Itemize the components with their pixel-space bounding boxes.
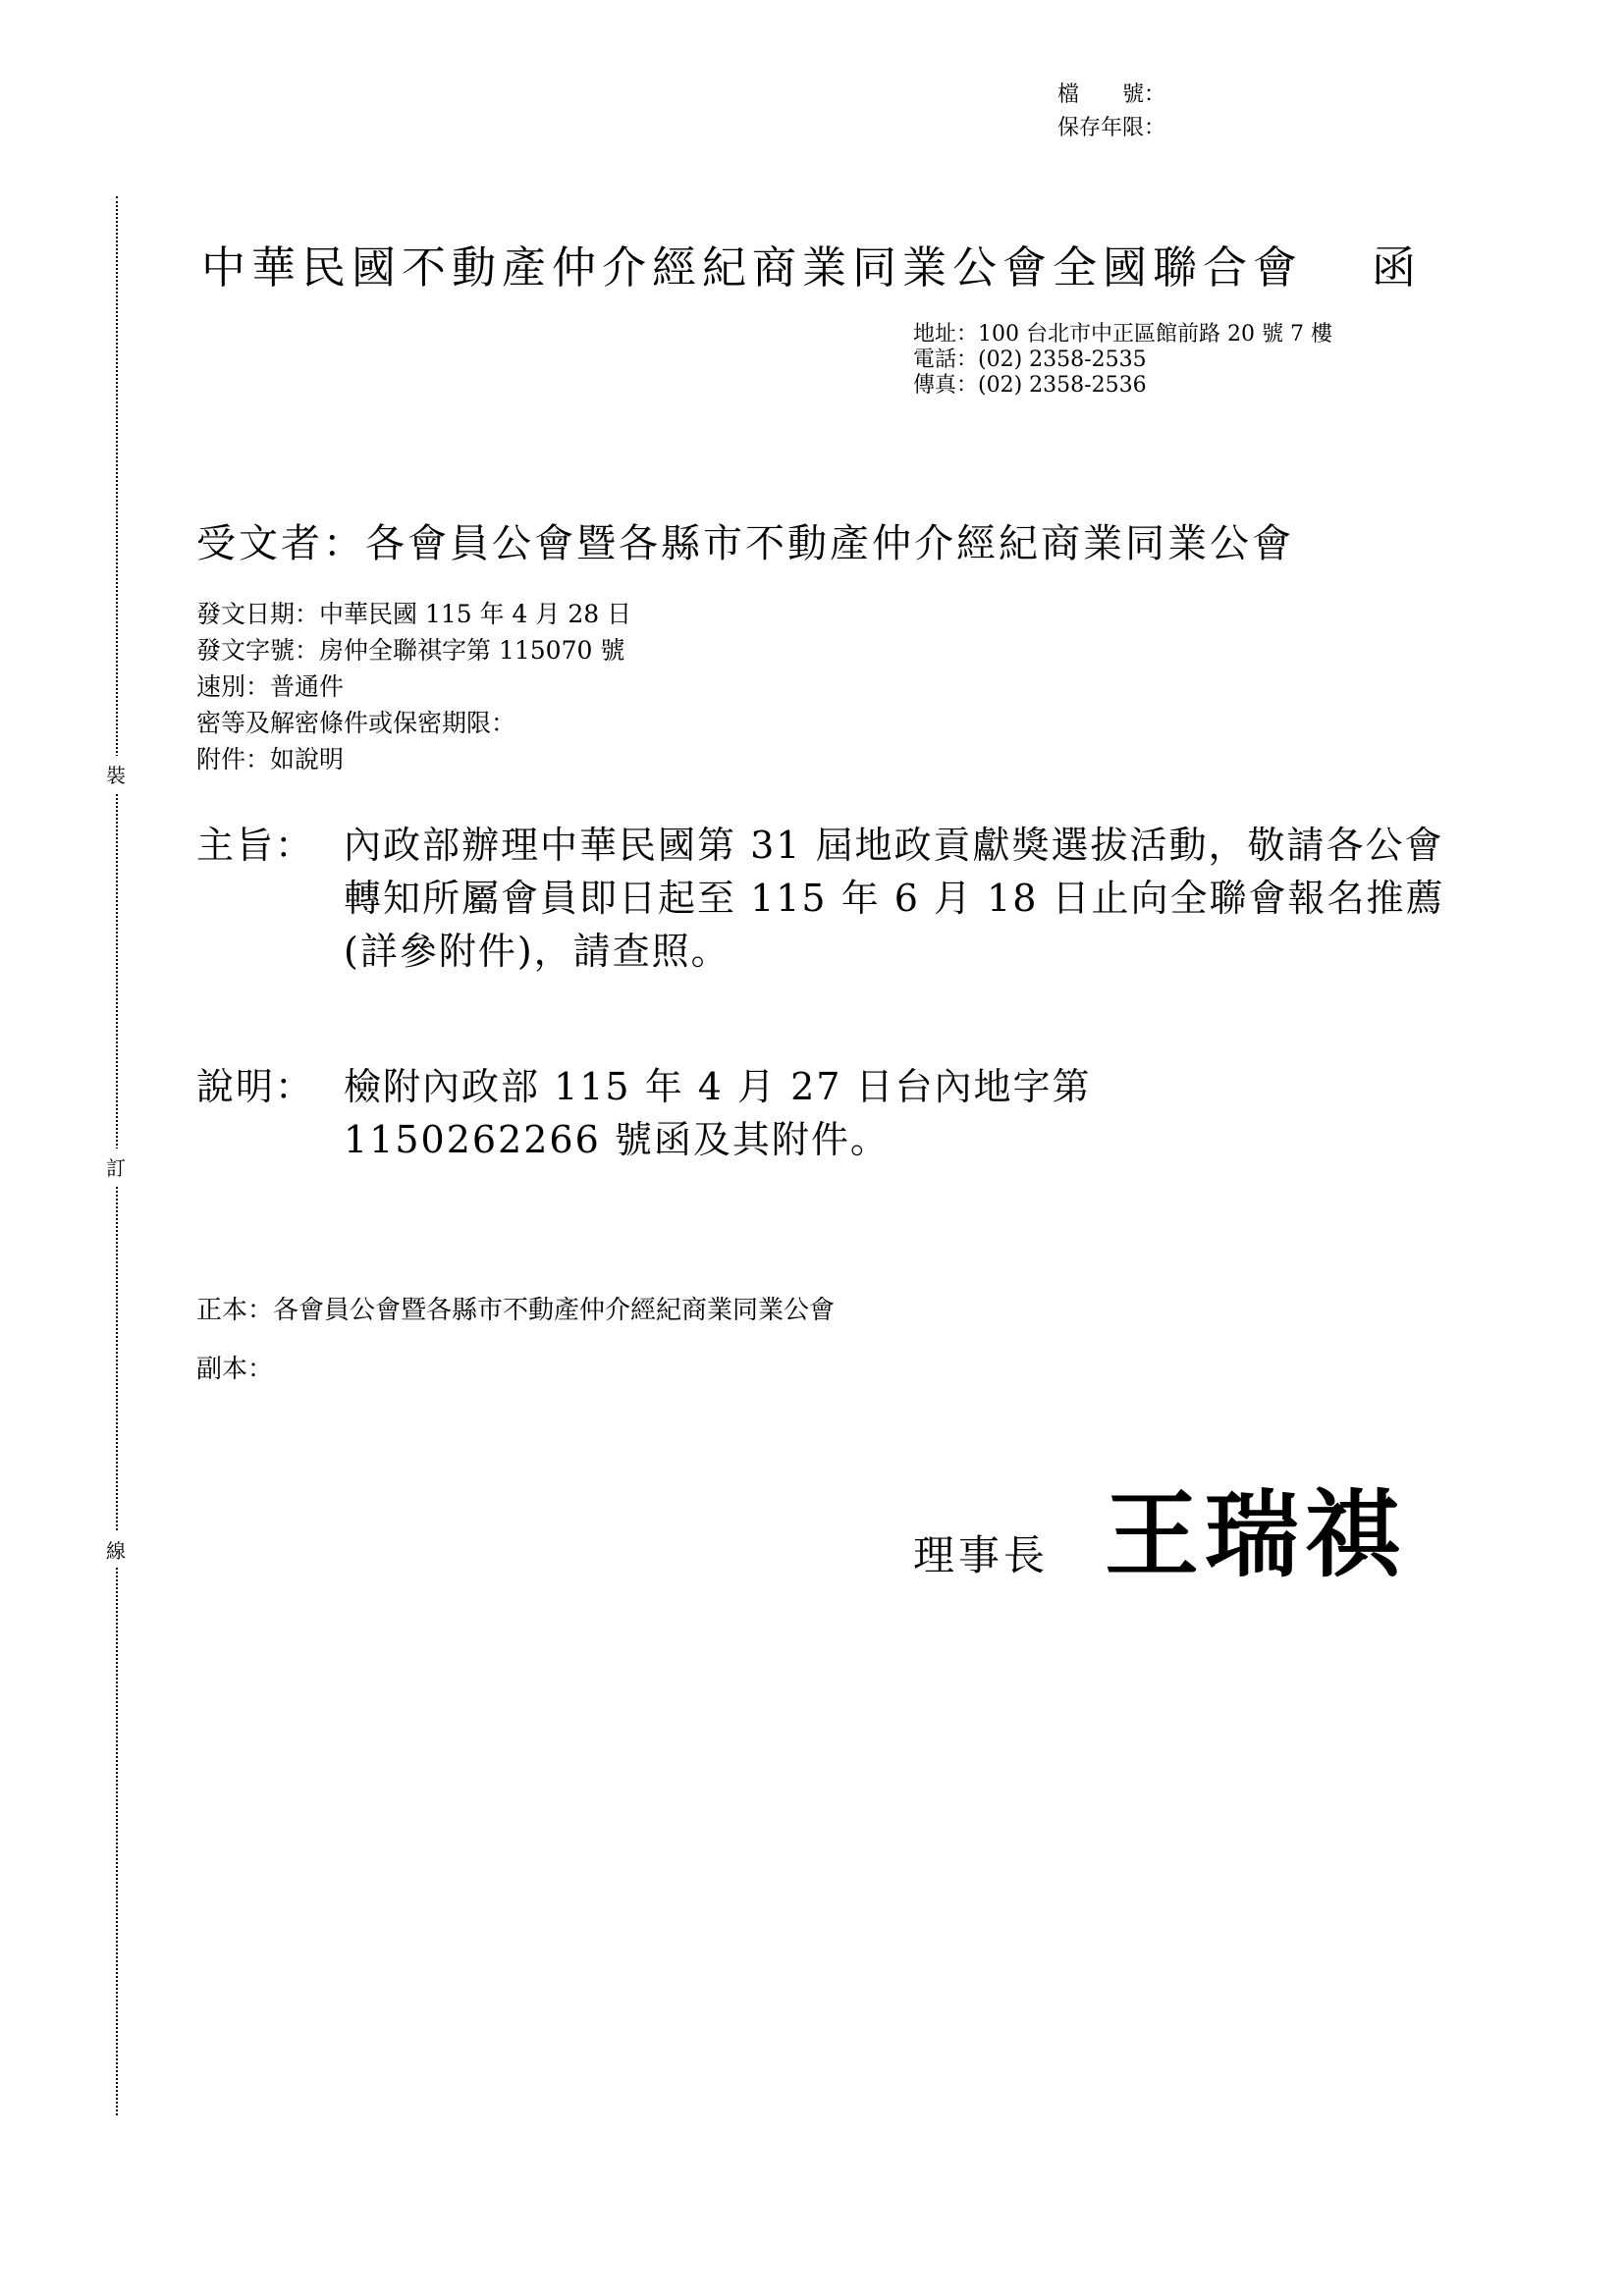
explanation-text: 檢附內政部 115 年 4 月 27 日台內地字第 1150262266 號函及其附件。 — [344, 1065, 1092, 1161]
file-number-label: 檔 號： — [1057, 82, 1166, 107]
recipient-line: 受文者：各會員公會暨各縣市不動產仲介經紀商業同業公會 — [196, 521, 1294, 566]
subject-label: 主旨： — [196, 824, 315, 867]
organization-name: 中華民國不動產仲介經紀商業同業公會全國聯合會 — [201, 241, 1304, 294]
document-type: 函 — [1372, 241, 1423, 294]
copy-recipients: 副本： — [196, 1355, 274, 1384]
binding-mark-zhuang: 裝 — [101, 756, 131, 792]
explanation-section — [196, 1060, 1512, 1166]
original-recipients: 正本：各會員公會暨各縣市不動產仲介經紀商業同業公會 — [196, 1296, 836, 1325]
signatory-title: 理事長 — [913, 1531, 1050, 1579]
retention-period-label: 保存年限： — [1057, 116, 1166, 140]
signatory-name: 王瑞祺 — [1105, 1479, 1405, 1590]
attachments: 附件：如說明 — [196, 745, 345, 774]
document-title — [201, 232, 1422, 295]
binding-mark-xian: 線 — [101, 1531, 131, 1568]
secrecy-level: 密等及解密條件或保密期限： — [196, 709, 516, 737]
issue-date: 發文日期：中華民國 115 年 4 月 28 日 — [196, 600, 632, 628]
subject-section — [196, 819, 1512, 978]
issue-number: 發文字號：房仲全聯祺字第 115070 號 — [196, 636, 625, 665]
subject-text: 內政部辦理中華民國第 31 屆地政貢獻獎選拔活動，敬請各公會轉知所屬會員即日起至 115 年 6 月 18 日止向全聯會報名推薦(詳參附件)，請查照。 — [344, 824, 1445, 973]
contact-address: 地址：100 台北市中正區館前路 20 號 7 樓 — [913, 322, 1332, 347]
delivery-speed: 速別：普通件 — [196, 672, 345, 701]
contact-fax: 傳真：(02) 2358-2536 — [913, 373, 1147, 398]
contact-phone: 電話：(02) 2358-2535 — [913, 347, 1147, 372]
explanation-label: 說明： — [196, 1065, 315, 1108]
binding-mark-ding: 訂 — [101, 1148, 131, 1185]
